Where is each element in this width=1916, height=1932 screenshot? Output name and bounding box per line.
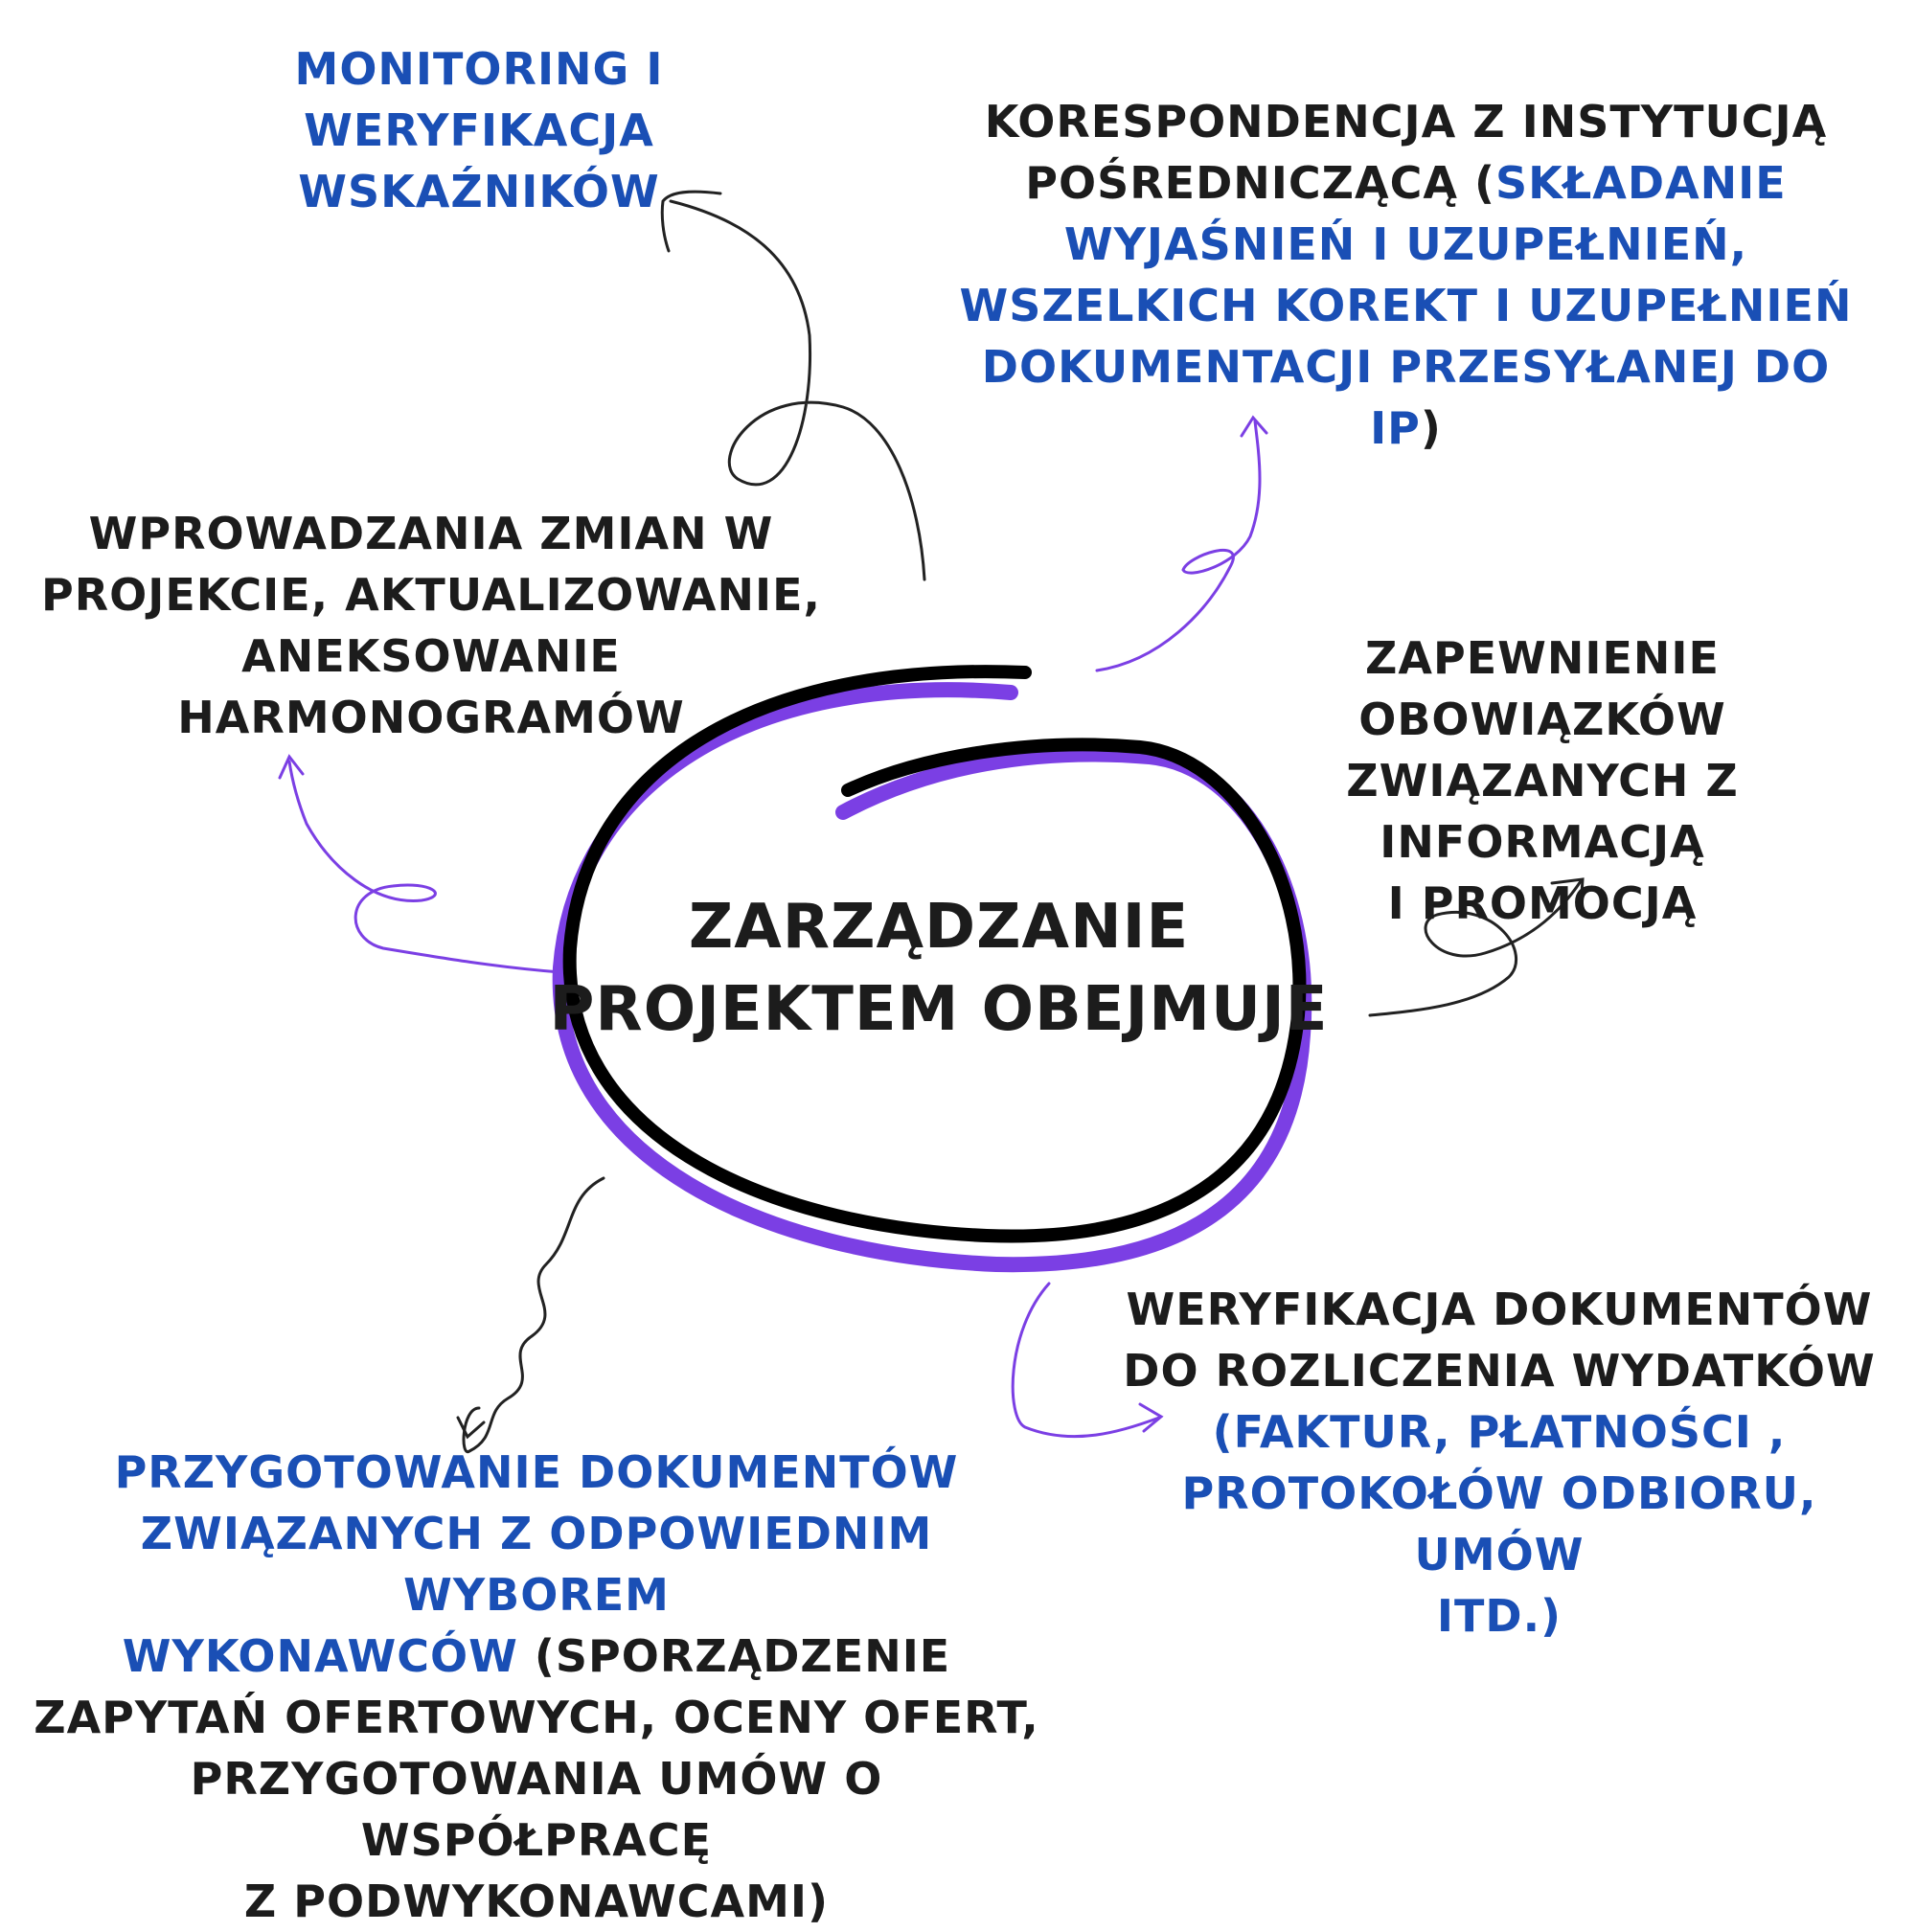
- node-zapewnienie-line1: ZAPEWNIENIE OBOWIĄZKÓW: [1358, 632, 1726, 745]
- node-przygotowanie-line6: Z PODWYKONAWCAMI): [243, 1875, 830, 1927]
- node-przygotowanie-line1: PRZYGOTOWANIE DOKUMENTÓW: [114, 1446, 959, 1498]
- node-przygotowanie-line3-blue: WYKONAWCÓW: [122, 1630, 518, 1682]
- node-przygotowanie-line5: PRZYGOTOWANIA UMÓW O WSPÓŁPRACĘ: [190, 1753, 883, 1866]
- node-korespondencja-line2: [944, 152, 1868, 214]
- arrow-to-wprowadzanie: [289, 761, 560, 972]
- node-monitoring-line2: WSKAŹNIKÓW: [298, 166, 660, 217]
- node-wprowadzanie: [19, 503, 843, 748]
- node-weryfikacja: [1121, 1279, 1878, 1647]
- node-monitoring-line1: MONITORING I WERYFIKACJA: [294, 43, 664, 156]
- node-weryfikacja-line2: DO ROZLICZENIA WYDATKÓW: [1123, 1345, 1876, 1397]
- node-korespondencja-line1: KORESPONDENCJA Z INSTYTUCJĄ: [984, 96, 1828, 148]
- node-weryfikacja-line3: (FAKTUR, PŁATNOŚCI ,: [1212, 1406, 1787, 1458]
- center-title-line2: PROJEKTEM OBEJMUJE: [549, 974, 1329, 1045]
- node-korespondencja: [944, 91, 1868, 459]
- node-korespondencja-line5-dark: ): [1420, 402, 1442, 454]
- node-wprowadzanie-line2: PROJEKCIE, AKTUALIZOWANIE,: [41, 569, 821, 621]
- node-przygotowanie-line4: ZAPYTAŃ OFERTOWYCH, OCENY OFERT,: [34, 1692, 1039, 1743]
- node-korespondencja-line5: [944, 336, 1868, 459]
- arrow-to-przygotowanie: [464, 1178, 604, 1452]
- node-korespondencja-line2-blue: SKŁADANIE: [1494, 157, 1787, 209]
- node-weryfikacja-line4: PROTOKOŁÓW ODBIORU, UMÓW: [1181, 1467, 1817, 1580]
- node-zapewnienie-line2: ZWIĄZANYCH Z INFORMACJĄ: [1346, 755, 1739, 868]
- node-korespondencja-line2-dark: POŚREDNICZĄCĄ (: [1025, 157, 1495, 209]
- node-weryfikacja-line1: WERYFIKACJA DOKUMENTÓW: [1126, 1284, 1873, 1335]
- node-przygotowanie-line2: ZWIĄZANYCH Z ODPOWIEDNIM WYBOREM: [140, 1508, 933, 1621]
- node-korespondencja-line3: WYJAŚNIEŃ I UZUPEŁNIEŃ,: [1063, 218, 1748, 270]
- node-monitoring: [115, 38, 843, 222]
- arrow-head-przygotowanie: [458, 1418, 484, 1437]
- node-wprowadzanie-line1: WPROWADZANIA ZMIAN W: [88, 508, 774, 559]
- node-wprowadzanie-line3: ANEKSOWANIE HARMONOGRAMÓW: [177, 630, 685, 743]
- node-zapewnienie-line3: I PROMOCJĄ: [1387, 877, 1698, 929]
- node-korespondencja-line4: WSZELKICH KOREKT I UZUPEŁNIEŃ: [959, 280, 1853, 331]
- node-korespondencja-line5-blue: DOKUMENTACJI PRZESYŁANEJ DO IP: [981, 341, 1831, 454]
- node-weryfikacja-line5: ITD.): [1436, 1590, 1562, 1642]
- node-przygotowanie-line3: [19, 1625, 1054, 1687]
- center-title-line1: ZARZĄDZANIE: [688, 892, 1190, 963]
- node-przygotowanie-line3-dark: (SPORZĄDZENIE: [517, 1630, 951, 1682]
- node-przygotowanie: [19, 1442, 1054, 1932]
- node-zapewnienie: [1183, 627, 1902, 934]
